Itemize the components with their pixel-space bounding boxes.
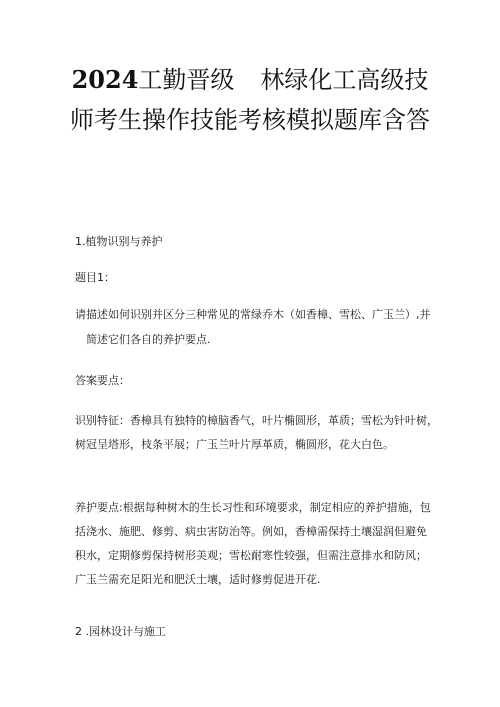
title-part-b: 林绿化工高级技 [260, 66, 429, 94]
title-year: 2024 [71, 65, 139, 94]
care-line-4: 广玉兰需充足阳光和肥沃土壤，适时修剪促进开花. [75, 573, 321, 586]
care-line-2: 括浇水、施肥、修剪、病虫害防治等。例如，香樟需保持土壤湿润但避免 [75, 525, 427, 538]
question-1-label: 题目1： [75, 271, 115, 284]
care-line-1: 养护要点:根据每种树木的生长习性和环境要求，制定相应的养护措施，包 [75, 501, 431, 514]
section-2-heading: 2 .园林设计与施工 [75, 625, 166, 638]
title-part-a: 工勤晋级 [138, 66, 235, 94]
identification-line-2: 树冠呈塔形，枝条平展；广玉兰叶片厚革质，椭圆形，花大白色。 [75, 438, 394, 451]
section-1-heading: 1.植物识别与养护 [75, 235, 163, 248]
document-title-line-2: 师考生操作技能考核模拟题库含答 [70, 106, 430, 134]
question-1-text-line-2: 简述它们各自的养护要点. [86, 333, 211, 346]
document-title-line-1 [0, 64, 500, 96]
identification-line-1: 识别特征：香樟具有独特的樟脑香气，叶片椭圆形，革质；雪松为针叶树， [75, 414, 438, 427]
care-line-3: 积水，定期修剪保持树形美观；雪松耐寒性较强，但需注意排水和防风； [75, 549, 427, 562]
question-1-text-line-1: 请描述如何识别并区分三种常见的常绿乔木（如香樟、雪松、广玉兰）,并 [75, 308, 431, 321]
answer-label: 答案要点： [75, 374, 130, 387]
